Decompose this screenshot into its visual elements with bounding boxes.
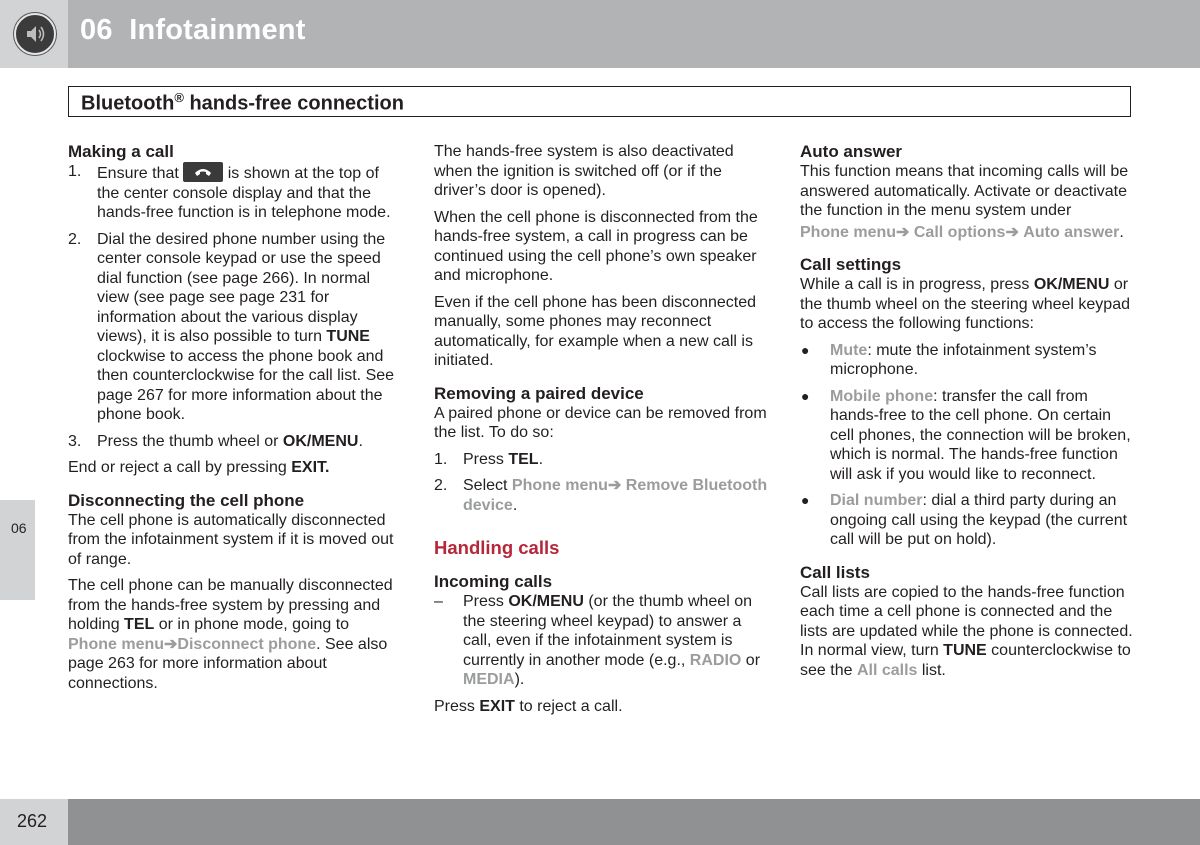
paragraph: This function means that incoming calls will be answered automatically. Activate or deactivate the function in the menu system under <box>800 163 1129 219</box>
heading-call-settings: Call settings <box>800 255 902 274</box>
paragraph: Press EXIT to reject a call. <box>434 697 623 715</box>
arrow-icon: ➔ <box>164 635 178 653</box>
menu-path: MEDIA <box>463 671 515 688</box>
chapter-name: Infotainment <box>129 14 306 46</box>
paragraph: Call lists are copied to the hands-free function each time a cell phone is connected and the lists are updated while the phone is connected. In normal view, turn TUNE counterclockwise to see the All calls list. <box>800 583 1133 679</box>
list-item: 1. Press TEL. <box>434 450 544 468</box>
menu-path: Disconnect phone <box>177 635 317 653</box>
page-number: 262 <box>17 811 48 831</box>
list-item: ● Dial number: dial a third party during an ongoing call using the keypad (the current call will be put on hold). <box>801 492 1128 548</box>
menu-path: RADIO <box>689 651 742 669</box>
paragraph: When the cell phone is disconnected from the hands-free system, a call in progress can be continued using the cell phone’s own speaker and microphone. <box>434 208 758 284</box>
page-footer <box>0 799 1200 845</box>
column-1 <box>68 142 402 693</box>
chapter-title <box>80 14 306 47</box>
arrow-icon: ➔ <box>1005 223 1019 241</box>
menu-path: Phone menu <box>511 477 608 494</box>
heading-handling-calls: Handling calls <box>434 537 560 558</box>
heading-incoming-calls: Incoming calls <box>434 572 553 591</box>
paragraph: A paired phone or device can be removed from the list. To do so: <box>434 404 767 441</box>
bullet-icon: ● <box>801 492 810 508</box>
column-3 <box>800 142 1134 680</box>
paragraph: The hands-free system is also deactivated when the ignition is switched off (or if the driver’s door is opened). <box>434 143 734 199</box>
heading-removing-device: Removing a paired device <box>434 383 644 403</box>
list-item: ● Mute: mute the infotainment system’s microphone. <box>801 341 1097 378</box>
side-tab-label: 06 <box>11 520 27 536</box>
list-item: 1. Ensure that is shown at the top of the center console display and that the hands-free function is in telephone mode. <box>68 163 391 221</box>
arrow-icon: ➔ <box>896 223 910 241</box>
paragraph: End or reject a call by pressing EXIT. <box>68 459 330 476</box>
heading-disconnecting: Disconnecting the cell phone <box>68 490 305 510</box>
phone-handset-icon <box>183 162 223 182</box>
column-2 <box>434 142 768 716</box>
paragraph: The cell phone is automatically disconnected from the infotainment system if it is moved out of range. <box>68 511 394 568</box>
chapter-icon-box <box>0 0 68 68</box>
section-title-box <box>68 86 1131 117</box>
menu-path: Call options <box>913 223 1006 241</box>
chapter-side-tab <box>0 500 35 600</box>
arrow-icon: ➔ <box>607 477 622 494</box>
chapter-number: 06 <box>80 14 113 46</box>
list-item: 3. Press the thumb wheel or OK/MENU. <box>68 432 363 450</box>
list-item: 2. Dial the desired phone number using the center console keypad or use the speed dial function (see page 266). In normal view (see page see page 231 for information about the various display views), it is also possible to turn TUNE clockwise to access the phone book and then counterclockwise for the call list. See page 267 for more information about the phone book. <box>68 230 395 423</box>
section-title: Bluetooth® hands-free connection <box>81 90 404 115</box>
chapter-header <box>0 0 1200 68</box>
list-item: ● Mobile phone: transfer the call from hands-free to the cell phone. On certain cell phones, the connection will be broken, which is normal. The hands-free function will ask if you would like to reconnect. <box>801 387 1131 483</box>
bullet-icon: ● <box>801 341 810 358</box>
page-number-box <box>0 799 68 845</box>
list-item: – Press OK/MENU (or the thumb wheel on the steering wheel keypad) to answer a call, even if the infotainment system is currently in another mode (e.g., RADIO or MEDIA). <box>434 593 761 688</box>
heading-auto-answer: Auto answer <box>800 142 903 161</box>
menu-path-line: Phone menu➔ Call options➔ Auto answer. <box>800 223 1124 241</box>
menu-path: Phone menu <box>800 223 897 241</box>
list-item: 2. Select Phone menu➔ Remove Bluetooth device. <box>434 477 768 514</box>
speaker-icon <box>14 13 56 55</box>
paragraph: The cell phone can be manually disconnected from the hands-free system by pressing and holding TEL or in phone mode, going to Phone menu➔Disconnect phone. See also page 263 for more information about connections. <box>68 577 393 692</box>
menu-path: Remove Bluetooth device <box>463 477 768 514</box>
paragraph: Even if the cell phone has been disconnected manually, some phones may reconnect automatically, for example when a new call is initiated. <box>434 293 757 369</box>
menu-path: Phone menu <box>68 635 165 653</box>
heading-call-lists: Call lists <box>800 562 870 582</box>
bullet-icon: ● <box>801 387 810 404</box>
heading-making-a-call: Making a call <box>68 142 174 161</box>
paragraph: While a call is in progress, press OK/MENU or the thumb wheel on the steering wheel keypad to access the following functions: <box>800 276 1130 332</box>
menu-path: Auto answer <box>1023 223 1120 241</box>
